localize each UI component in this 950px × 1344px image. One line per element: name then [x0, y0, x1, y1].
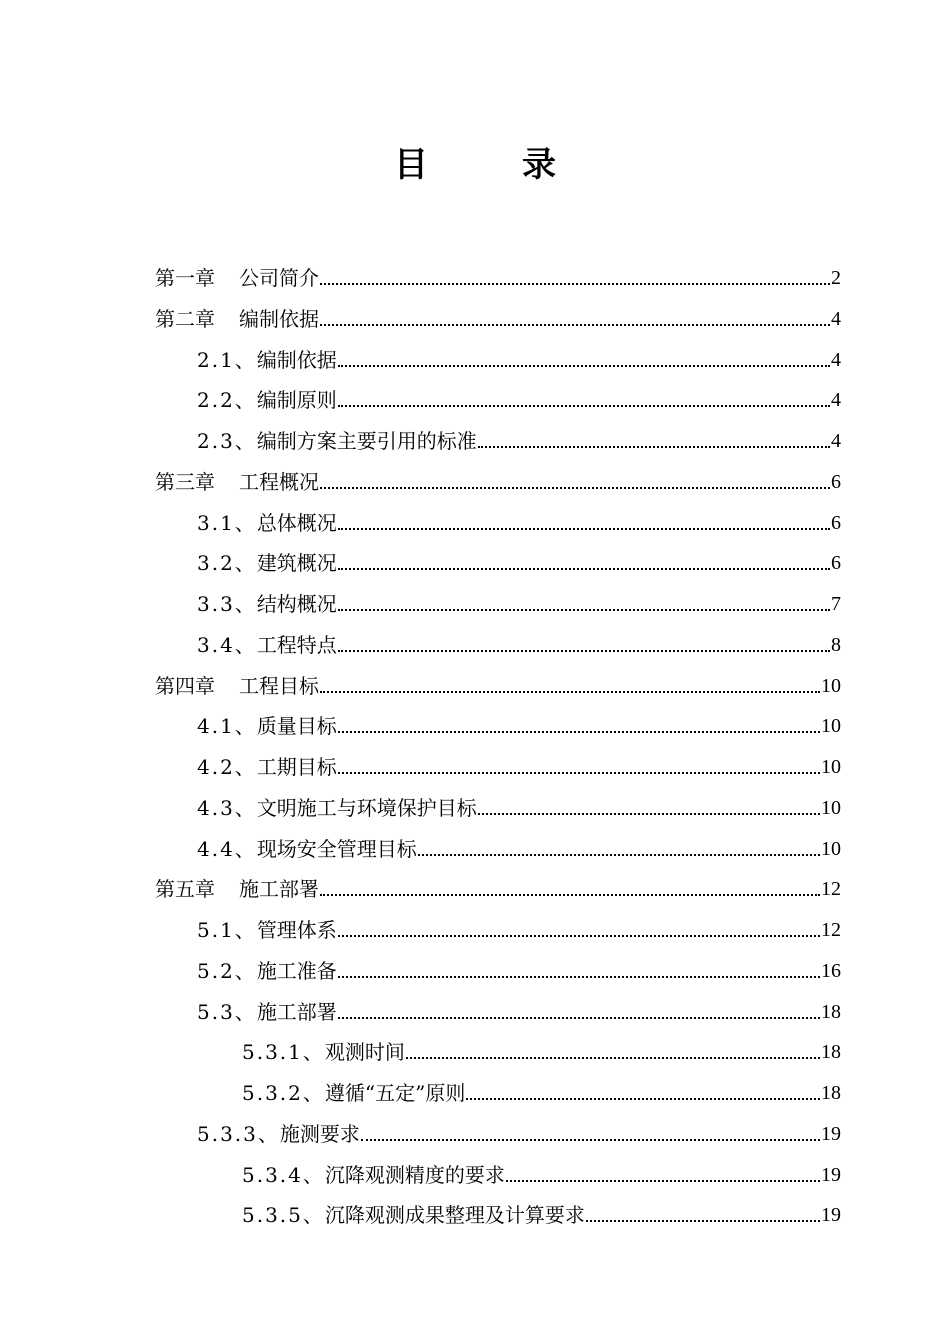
toc-entry-prefix: 第二章 [155, 307, 215, 331]
toc-entry-text: 质量目标 [256, 714, 337, 738]
toc-entry[interactable] [197, 782, 841, 822]
dot-leader [320, 691, 820, 693]
toc-entry[interactable] [155, 660, 841, 700]
toc-entry[interactable] [197, 578, 841, 618]
toc-entry[interactable] [197, 334, 841, 374]
toc-entry-page: 4 [831, 308, 841, 330]
toc-entry-prefix: 3.2、 [197, 551, 257, 575]
toc-entry-prefix: 4.1、 [197, 714, 257, 738]
toc-entry-prefix: 2.1、 [197, 348, 257, 372]
toc-entry-text: 管理体系 [256, 918, 337, 942]
dot-leader [338, 568, 830, 570]
toc-entry-text: 建筑概况 [256, 551, 337, 575]
toc-entry-page: 4 [831, 430, 841, 452]
toc-entry[interactable] [197, 986, 841, 1026]
toc-entry[interactable] [197, 700, 841, 740]
dot-leader [338, 609, 830, 611]
toc-entry-text: 施工部署 [256, 1000, 337, 1024]
toc-entry-prefix: 2.3、 [197, 429, 257, 453]
toc-entry-text: 遵循“五定”原则 [324, 1081, 466, 1105]
toc-entry-prefix: 3.4、 [197, 633, 257, 657]
dot-leader [338, 772, 820, 774]
toc-entry[interactable] [197, 945, 841, 985]
toc-entry-page: 2 [831, 267, 841, 289]
toc-entry-prefix: 5.3.3、 [197, 1122, 280, 1146]
toc-entry-page: 19 [821, 1164, 841, 1186]
toc-entry[interactable] [197, 823, 841, 863]
toc-entry-text: 工程特点 [256, 633, 337, 657]
toc-entry[interactable] [197, 374, 841, 414]
toc-entry-prefix: 5.3.2、 [242, 1081, 325, 1105]
toc-entry-prefix: 2.2、 [197, 388, 257, 412]
toc-entry-page: 10 [821, 675, 841, 697]
dot-leader [338, 528, 830, 530]
toc-entry-prefix: 5.2、 [197, 959, 257, 983]
toc-entry-page: 7 [831, 593, 841, 615]
toc-entry[interactable] [242, 1189, 841, 1229]
toc-entry-page: 12 [821, 878, 841, 900]
toc-entry[interactable] [197, 1108, 841, 1148]
toc-entry-text: 编制依据 [256, 348, 337, 372]
dot-leader [361, 1139, 820, 1141]
toc-entry-page: 6 [831, 471, 841, 493]
toc-entry-prefix: 5.3、 [197, 1000, 257, 1024]
toc-entry-text: 结构概况 [256, 592, 337, 616]
toc-entry-prefix: 3.3、 [197, 592, 257, 616]
toc-entry-text: 沉降观测精度的要求 [324, 1163, 505, 1187]
dot-leader [506, 1180, 820, 1182]
toc-entry-page: 10 [821, 838, 841, 860]
dot-leader [338, 731, 820, 733]
toc-entry-text: 编制依据 [239, 307, 319, 331]
toc-entry-prefix: 5.3.4、 [242, 1163, 325, 1187]
toc-entry-page: 16 [821, 960, 841, 982]
toc-entry-page: 19 [821, 1123, 841, 1145]
toc-entry-page: 4 [831, 389, 841, 411]
toc-entry[interactable] [197, 497, 841, 537]
toc-entry-page: 19 [821, 1204, 841, 1226]
toc-entry[interactable] [155, 863, 841, 903]
dot-leader [338, 650, 830, 652]
toc-entry-page: 6 [831, 512, 841, 534]
toc-entry-text: 施工部署 [239, 877, 319, 901]
toc-entry-text: 施工准备 [256, 959, 337, 983]
dot-leader [586, 1220, 820, 1222]
toc-entry-page: 4 [831, 349, 841, 371]
toc-entry[interactable] [197, 415, 841, 455]
toc-entry-prefix: 第四章 [155, 674, 215, 698]
toc-entry-page: 18 [821, 1001, 841, 1023]
toc-entry-text: 沉降观测成果整理及计算要求 [324, 1203, 585, 1227]
toc-entry-page: 18 [821, 1082, 841, 1104]
dot-leader [338, 1017, 820, 1019]
dot-leader [466, 1098, 820, 1100]
toc-entry-prefix: 4.4、 [197, 837, 257, 861]
toc-entry[interactable] [242, 1067, 841, 1107]
toc-entry-prefix: 5.1、 [197, 918, 257, 942]
dot-leader [478, 446, 830, 448]
toc-entry-page: 8 [831, 634, 841, 656]
toc-entry-prefix: 4.3、 [197, 796, 257, 820]
dot-leader [320, 283, 830, 285]
toc-entry-page: 18 [821, 1041, 841, 1063]
toc-entry-prefix: 第一章 [155, 266, 215, 290]
toc-entry-text: 工程目标 [239, 674, 319, 698]
toc-entry[interactable] [197, 741, 841, 781]
dot-leader [320, 487, 830, 489]
toc-entry[interactable] [155, 293, 841, 333]
toc-entry[interactable] [197, 537, 841, 577]
dot-leader [338, 365, 830, 367]
toc-entry-prefix: 3.1、 [197, 511, 257, 535]
dot-leader [478, 813, 820, 815]
toc-entry-text: 总体概况 [256, 511, 337, 535]
toc-entry[interactable] [242, 1149, 841, 1189]
toc-entry-prefix: 第五章 [155, 877, 215, 901]
toc-entry[interactable] [197, 619, 841, 659]
toc-entry-text: 文明施工与环境保护目标 [256, 796, 477, 820]
dot-leader [338, 405, 830, 407]
toc-entry-text: 观测时间 [324, 1040, 405, 1064]
toc-entry-text: 现场安全管理目标 [256, 837, 417, 861]
toc-entry-prefix: 5.3.1、 [242, 1040, 325, 1064]
toc-entry-prefix: 5.3.5、 [242, 1203, 325, 1227]
dot-leader [320, 324, 830, 326]
dot-leader [406, 1057, 820, 1059]
toc-title: 目 录 [394, 145, 586, 185]
toc-entry-text: 工期目标 [256, 755, 337, 779]
toc-entry-text: 施测要求 [279, 1122, 360, 1146]
toc-entry-text: 编制原则 [256, 388, 337, 412]
toc-entry-page: 12 [821, 919, 841, 941]
toc-entry-page: 10 [821, 756, 841, 778]
dot-leader [338, 976, 820, 978]
toc-entry-text: 编制方案主要引用的标准 [256, 429, 477, 453]
dot-leader [320, 894, 820, 896]
toc-entry[interactable] [155, 252, 841, 292]
toc-entry-text: 公司简介 [239, 266, 319, 290]
toc-entry[interactable] [242, 1026, 841, 1066]
dot-leader [338, 935, 820, 937]
toc-entry[interactable] [197, 904, 841, 944]
toc-entry-page: 10 [821, 715, 841, 737]
toc-entry-page: 6 [831, 552, 841, 574]
dot-leader [418, 854, 820, 856]
toc-entry-prefix: 第三章 [155, 470, 215, 494]
toc-entry-text: 工程概况 [239, 470, 319, 494]
toc-entry-page: 10 [821, 797, 841, 819]
toc-entry-prefix: 4.2、 [197, 755, 257, 779]
toc-entry[interactable] [155, 456, 841, 496]
